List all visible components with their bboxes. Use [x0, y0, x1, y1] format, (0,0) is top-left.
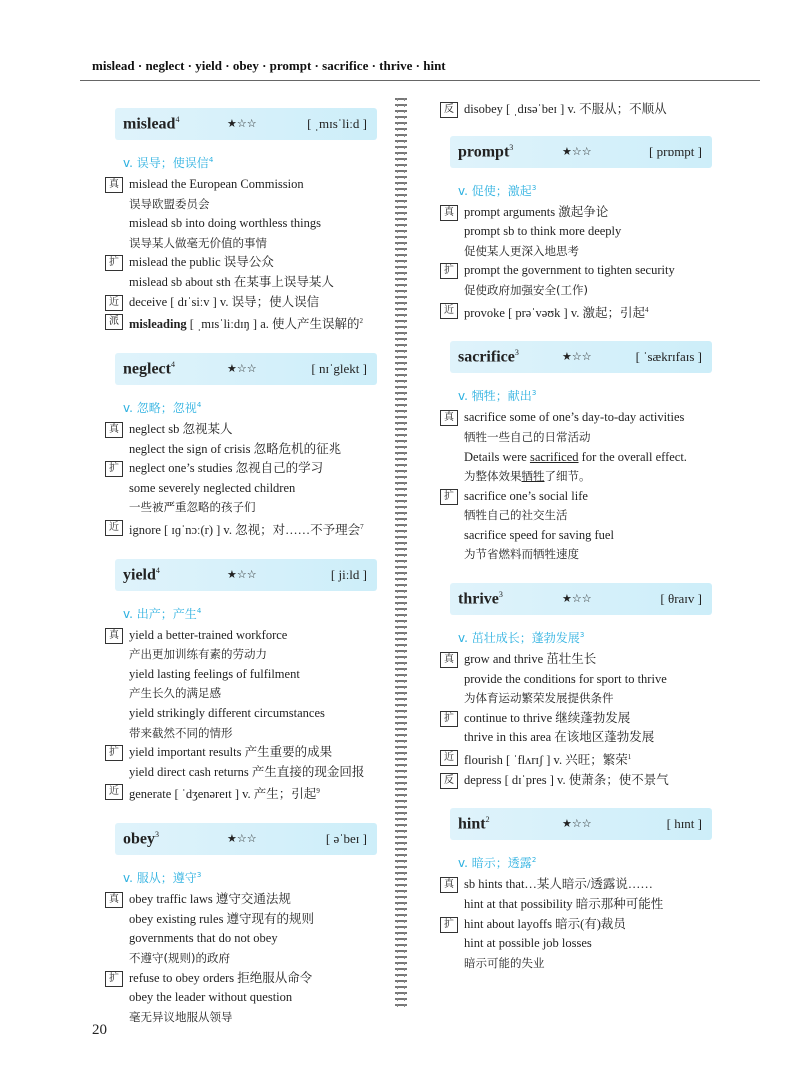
line-text: Details were sacrificed for the overall effect. — [464, 449, 687, 464]
entry-line — [440, 242, 710, 262]
tag-spacer — [105, 949, 123, 969]
label-tag: 扩 — [105, 255, 123, 271]
meaning-frequency: 3 — [579, 631, 585, 640]
tag-spacer — [440, 545, 458, 565]
entry-line — [105, 743, 375, 763]
entry-line — [105, 969, 375, 989]
entry-line — [105, 704, 375, 724]
line-text: grow and thrive 茁壮生长 — [464, 652, 597, 667]
headword: thrive$^3$ — [458, 590, 503, 608]
tag-spacer — [105, 988, 123, 1008]
line-text: sacrifice speed for saving fuel — [464, 527, 614, 542]
headword-frequency: 2 — [485, 815, 490, 825]
entry-line — [105, 910, 375, 930]
label-tag: 真 — [440, 652, 458, 668]
entry-line — [105, 312, 375, 335]
label-tag: 扩 — [440, 917, 458, 933]
line-text: yield direct cash returns 产生直接的现金回报 — [129, 764, 365, 779]
star-rating: ★☆☆ — [227, 117, 257, 130]
line-text: hint about layoffs 暗示(有)裁员 — [464, 916, 626, 931]
line-text: neglect one’s studies 忽视自己的学习 — [129, 461, 324, 476]
line-text: 带来截然不同的情形 — [129, 725, 233, 740]
tag-spacer — [105, 763, 123, 783]
line-text: provide the conditions for sport to thrive — [464, 671, 667, 686]
star-rating: ★☆☆ — [227, 567, 257, 581]
entry-line — [105, 175, 375, 195]
phonetic: [ θraɪv ] — [660, 591, 702, 607]
line-text: hint at that possibility 暗示那种可能性 — [464, 896, 664, 911]
word-header-bar — [115, 353, 377, 385]
entry-line — [440, 650, 710, 670]
entry-line — [105, 479, 375, 499]
meaning: v. 服从；遵守$^3$ — [123, 871, 202, 886]
line-text: misleading [ ˌmɪsˈliːdɪŋ ] a. 使人产生误解的$^2$ — [129, 317, 363, 332]
tag-spacer — [105, 214, 123, 234]
line-text: yield a better-trained workforce — [129, 627, 288, 642]
headword: neglect$^4$ — [123, 359, 175, 378]
entry-line — [105, 518, 375, 541]
headword: sacrifice$^3$ — [458, 348, 519, 366]
entry-line — [105, 273, 375, 293]
line-text: obey existing rules 遵守现有的规则 — [129, 911, 315, 926]
entry-line — [440, 467, 710, 487]
meaning: v. 促使；激起$^3$ — [458, 183, 537, 198]
continued-line — [440, 100, 710, 120]
word-header-bar — [450, 583, 712, 615]
label-tag: 真 — [440, 410, 458, 426]
label-tag: 扩 — [440, 711, 458, 727]
header-rule — [80, 80, 760, 81]
headword-frequency: 3 — [155, 830, 159, 840]
word-header-bar — [115, 823, 377, 855]
entry-line — [105, 440, 375, 460]
line-text: sb hints that…某人暗示/透露说…… — [464, 877, 653, 892]
meaning: v. 茁壮成长；蓬勃发展$^3$ — [458, 631, 585, 646]
line-text: mislead the European Commission — [129, 177, 304, 191]
label-tag: 真 — [105, 892, 123, 908]
line-text: 一些被严重忽略的孩子们 — [129, 500, 256, 515]
line-text: ignore [ ɪɡˈnɔː(r) ] v. 忽视；对……不予理会$^7$ — [129, 522, 364, 538]
line-text: yield lasting feelings of fulfilment — [129, 666, 300, 681]
line-text: 误导某人做毫无价值的事情 — [129, 235, 267, 250]
tag-spacer — [105, 684, 123, 704]
tag-spacer — [440, 281, 458, 301]
label-tag: 近 — [105, 520, 123, 536]
phonetic: [ ˌmɪsˈliːd ] — [307, 116, 367, 131]
meaning-frequency: 3 — [196, 871, 202, 880]
label-tag: 真 — [105, 628, 123, 644]
headword-frequency: 4 — [155, 565, 160, 575]
line-text: neglect sb 忽视某人 — [129, 421, 233, 436]
line-text: 产出更加训练有素的劳动力 — [129, 647, 267, 662]
entry-line — [105, 890, 375, 910]
tag-spacer — [440, 954, 458, 974]
star-rating: ★☆☆ — [562, 350, 592, 364]
line-text: sacrifice one’s social life — [464, 488, 588, 503]
line-text: prompt sb to think more deeply — [464, 224, 622, 239]
label-tag: 真 — [105, 422, 123, 438]
entry-line — [105, 645, 375, 665]
tag-spacer — [440, 895, 458, 915]
word-entry — [105, 108, 375, 335]
entry-line — [105, 214, 375, 234]
left-column — [105, 108, 375, 1045]
label-tag: 扩 — [105, 461, 123, 477]
label-tag: 反 — [440, 773, 458, 789]
line-text: neglect the sign of crisis 忽略危机的征兆 — [129, 441, 342, 456]
meaning-frequency: 4 — [208, 156, 214, 164]
tag-spacer — [440, 934, 458, 954]
line-text: 为整体效果牺牲了细节。 — [464, 469, 591, 484]
entry-line — [105, 949, 375, 969]
tag-spacer — [440, 728, 458, 748]
word-header-bar — [450, 808, 712, 840]
entry-line — [105, 763, 375, 783]
entry-line — [440, 709, 710, 729]
line-text: mislead the public 误导公众 — [129, 255, 274, 270]
entry-line — [440, 954, 710, 974]
tag-spacer — [440, 506, 458, 526]
line-text: 为节省燃料而牺牲速度 — [464, 547, 579, 562]
frequency-sup: 2 — [359, 317, 363, 326]
entry-line — [105, 293, 375, 313]
entry-line — [440, 448, 710, 468]
entry-line — [105, 195, 375, 215]
line-text: 不遵守(规则)的政府 — [129, 950, 230, 965]
headword: obey$^3$ — [123, 830, 159, 848]
phonetic: [ hɪnt ] — [666, 816, 702, 832]
star-rating: ★☆☆ — [562, 592, 592, 606]
entry-line — [440, 203, 710, 223]
headword-frequency: 3 — [514, 348, 519, 358]
entry-line — [105, 498, 375, 518]
entry-line — [105, 253, 375, 273]
meaning-frequency: 3 — [531, 389, 537, 398]
tag-spacer — [105, 234, 123, 254]
tag-spacer — [440, 670, 458, 690]
line-text: 产生长久的满足感 — [129, 686, 221, 701]
tag-spacer — [105, 665, 123, 685]
tag-spacer — [105, 440, 123, 460]
frequency-sup: 1 — [627, 753, 632, 762]
entry-line — [440, 728, 710, 748]
label-tag: 近 — [105, 295, 123, 311]
line-text: obey the leader without question — [129, 990, 293, 1005]
line-text: 促使某人更深入地思考 — [464, 243, 579, 258]
tag-spacer — [105, 1008, 123, 1028]
line-text: refuse to obey orders 拒绝服从命令 — [129, 970, 313, 985]
line-text: governments that do not obey — [129, 931, 278, 946]
tag-spacer — [105, 929, 123, 949]
phonetic: [ nɪˈglekt ] — [311, 360, 367, 376]
tag-spacer — [440, 242, 458, 262]
label-tag: 扩 — [105, 745, 123, 761]
line-text: hint at possible job losses — [464, 936, 592, 951]
entry-line — [440, 281, 710, 301]
entry-line — [440, 408, 710, 428]
label-tag: 扩 — [105, 971, 123, 987]
tag-spacer — [440, 689, 458, 709]
entry-line — [440, 689, 710, 709]
word-entry — [440, 136, 710, 324]
line-text: 毫无异议地服从领导 — [129, 1009, 233, 1024]
line-text: sacrifice some of one’s day-to-day activities — [464, 410, 685, 425]
tag-spacer — [105, 498, 123, 518]
tag-spacer — [440, 428, 458, 448]
label-tag: 反 — [440, 102, 458, 118]
line-text: depress [ dɪˈpres ] v. 使萧条；使不景气 — [464, 772, 669, 787]
line-text: 暗示可能的失业 — [464, 955, 545, 970]
frequency-sup: 7 — [360, 522, 364, 531]
line-text: 牺牲自己的社交生活 — [464, 508, 568, 523]
meaning: v. 忽略；忽视$^4$ — [123, 400, 202, 415]
tag-spacer — [105, 724, 123, 744]
tag-spacer — [105, 645, 123, 665]
tag-spacer — [440, 222, 458, 242]
line-text: continue to thrive 继续蓬勃发展 — [464, 710, 631, 725]
line-text: some severely neglected children — [129, 480, 296, 495]
column-divider — [395, 98, 407, 1010]
frequency-sup: 4 — [645, 305, 649, 314]
star-rating: ★☆☆ — [562, 817, 592, 831]
meaning-frequency: 4 — [196, 606, 202, 615]
entry-line — [105, 684, 375, 704]
label-tag: 近 — [440, 750, 458, 766]
line-text: prompt arguments 激起争论 — [464, 204, 609, 219]
page-number: 20 — [92, 1022, 107, 1038]
word-entry — [440, 583, 710, 790]
derived-word: misleading — [129, 317, 187, 332]
line-text: yield important results 产生重要的成果 — [129, 745, 333, 760]
line-text: 误导欧盟委员会 — [129, 196, 210, 211]
entry-line — [105, 626, 375, 646]
word-header-bar — [450, 341, 712, 373]
entry-line — [440, 222, 710, 242]
label-tag: 扩 — [440, 263, 458, 279]
meaning: v. 出产；产生$^4$ — [123, 606, 202, 621]
line-text: thrive in this area 在该地区蓬勃发展 — [464, 730, 655, 745]
entry-line — [105, 1008, 375, 1028]
word-entry — [105, 823, 375, 1027]
tag-spacer — [105, 195, 123, 215]
headword-frequency: 3 — [509, 142, 514, 152]
entry-line — [440, 100, 710, 120]
word-header-bar — [115, 559, 377, 591]
label-tag: 真 — [440, 877, 458, 893]
label-tag: 近 — [105, 784, 123, 800]
meaning: v. 误导；使误信$^4$ — [123, 156, 214, 170]
tag-spacer — [105, 479, 123, 499]
meaning: v. 暗示；透露$^2$ — [458, 856, 537, 871]
label-tag: 派 — [105, 314, 123, 330]
meaning: v. 牺牲；献出$^3$ — [458, 389, 537, 404]
entry-line — [440, 915, 710, 935]
star-rating: ★☆☆ — [227, 361, 257, 375]
tag-spacer — [105, 910, 123, 930]
page-header: mislead · neglect · yield · obey · prompt · sacrifice · thrive · hint — [92, 58, 446, 73]
headword: prompt$^3$ — [458, 142, 514, 160]
phonetic: [ jiːld ] — [330, 566, 367, 582]
entry-line — [105, 724, 375, 744]
entry-line — [440, 428, 710, 448]
line-text: flourish [ ˈflʌrɪʃ ] v. 兴旺；繁荣$^1$ — [464, 753, 632, 768]
entry-line — [440, 506, 710, 526]
phonetic: [ prɒmpt ] — [648, 143, 702, 159]
phonetic: [ ˈsækrɪfaɪs ] — [635, 349, 702, 365]
tag-spacer — [440, 467, 458, 487]
entry-line — [105, 782, 375, 805]
tag-spacer — [440, 448, 458, 468]
label-tag: 扩 — [440, 489, 458, 505]
line-text: yield strikingly different circumstances — [129, 706, 325, 720]
meaning-frequency: 3 — [531, 183, 537, 192]
headword: yield$^4$ — [123, 565, 160, 583]
star-rating: ★☆☆ — [562, 144, 592, 158]
label-tag: 真 — [440, 205, 458, 221]
entry-line — [440, 875, 710, 895]
word-entry — [440, 341, 710, 565]
entry-line — [440, 545, 710, 565]
entry-line — [440, 301, 710, 324]
word-header-bar — [450, 136, 712, 168]
entry-line — [440, 748, 710, 771]
line-text: 为体育运动繁荣发展提供条件 — [464, 691, 614, 706]
headword-frequency: 3 — [498, 590, 503, 600]
entry-line — [440, 670, 710, 690]
headword-frequency: 4 — [170, 359, 175, 369]
line-text: provoke [ prəˈvəʊk ] v. 激起；引起$^4$ — [464, 305, 649, 320]
entry-line — [440, 895, 710, 915]
word-entry — [105, 559, 375, 806]
entry-line — [105, 929, 375, 949]
line-text: 促使政府加强安全(工作) — [464, 282, 588, 297]
entry-line — [440, 261, 710, 281]
label-tag: 真 — [105, 177, 123, 193]
meaning-frequency: 2 — [531, 856, 537, 865]
word-header-bar — [115, 108, 377, 140]
entry-line — [440, 771, 710, 791]
headword: mislead$^4$ — [123, 115, 180, 133]
entry-line — [105, 420, 375, 440]
entry-line — [440, 487, 710, 507]
entry-line — [105, 665, 375, 685]
line-text: deceive [ dɪˈsiːv ] v. 误导；使人误信 — [129, 294, 320, 309]
label-tag: 近 — [440, 303, 458, 319]
entry-line — [105, 988, 375, 1008]
underlined-word: 牺牲 — [521, 469, 545, 484]
frequency-sup: 9 — [316, 787, 320, 796]
line-text: prompt the government to tighten security — [464, 263, 675, 278]
line-text: disobey [ ˌdɪsəˈbeɪ ] v. 不服从；不顺从 — [464, 102, 667, 116]
star-rating: ★☆☆ — [227, 832, 257, 846]
word-entry — [105, 353, 375, 541]
tag-spacer — [105, 704, 123, 724]
headword-frequency: 4 — [175, 115, 180, 124]
entry-line — [440, 934, 710, 954]
tag-spacer — [105, 273, 123, 293]
underlined-word: sacrificed — [529, 449, 579, 464]
line-text: generate [ ˈdʒenəreɪt ] v. 产生；引起$^9$ — [129, 787, 320, 802]
tag-spacer — [440, 526, 458, 546]
line-text: 牺牲一些自己的日常活动 — [464, 429, 591, 444]
entry-line — [105, 234, 375, 254]
entry-line — [105, 459, 375, 479]
headword: hint$^2$ — [458, 815, 490, 833]
word-entry — [440, 808, 710, 973]
line-text: obey traffic laws 遵守交通法规 — [129, 892, 291, 907]
phonetic: [ əˈbeɪ ] — [325, 831, 367, 847]
meaning-frequency: 4 — [196, 400, 202, 409]
line-text: mislead sb about sth 在某事上误导某人 — [129, 274, 334, 289]
line-text: mislead sb into doing worthless things — [129, 216, 322, 231]
entry-line — [440, 526, 710, 546]
right-column — [440, 100, 710, 991]
